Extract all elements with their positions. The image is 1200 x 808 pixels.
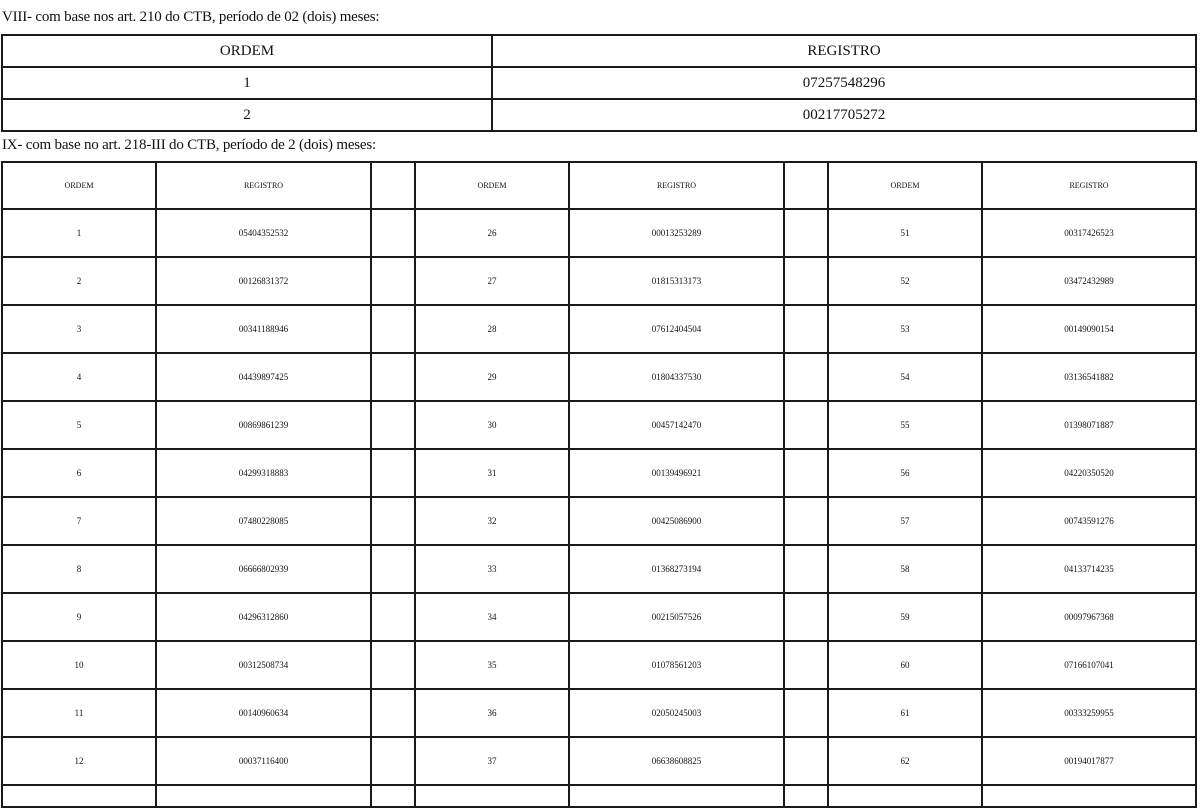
spacer-cell	[371, 353, 415, 401]
registro-cell: 07257548296	[492, 67, 1196, 99]
registro-cell: 04299318883	[156, 449, 371, 497]
ordem-cell: 27	[415, 257, 569, 305]
spacer-cell	[784, 497, 828, 545]
registro-cell: 04220350520	[982, 449, 1196, 497]
registro-cell: 00194017877	[982, 737, 1196, 785]
ordem-cell: 28	[415, 305, 569, 353]
ordem-cell: 51	[828, 209, 982, 257]
ordem-cell: 35	[415, 641, 569, 689]
ordem-cell: 3	[2, 305, 156, 353]
ordem-cell: 8	[2, 545, 156, 593]
ordem-cell: 4	[2, 353, 156, 401]
ordem-cell: 7	[2, 497, 156, 545]
registro-cell: 03472432989	[982, 257, 1196, 305]
table-row	[2, 401, 1196, 449]
registro-cell: 06638608825	[569, 737, 784, 785]
registro-cell: 04296312860	[156, 593, 371, 641]
registro-cell: 00149090154	[982, 305, 1196, 353]
spacer-cell	[371, 401, 415, 449]
table-row	[2, 353, 1196, 401]
empty-cell	[2, 785, 156, 807]
table-row	[2, 689, 1196, 737]
spacer-cell	[784, 545, 828, 593]
registro-cell: 00425086900	[569, 497, 784, 545]
registro-cell: 01368273194	[569, 545, 784, 593]
spacer-cell	[784, 162, 828, 209]
ordem-cell: 56	[828, 449, 982, 497]
table-row	[2, 545, 1196, 593]
empty-cell	[982, 785, 1196, 807]
table-row	[2, 99, 1196, 131]
column-header-registro: REGISTRO	[492, 35, 1196, 67]
empty-cell	[569, 785, 784, 807]
registro-cell: 02050245003	[569, 689, 784, 737]
registro-cell: 04133714235	[982, 545, 1196, 593]
registro-cell: 00013253289	[569, 209, 784, 257]
registro-cell: 00037116400	[156, 737, 371, 785]
ordem-cell: 34	[415, 593, 569, 641]
table-header-row	[2, 162, 1196, 209]
column-header-ordem: ORDEM	[828, 162, 982, 209]
ordem-cell: 37	[415, 737, 569, 785]
column-header-registro: REGISTRO	[156, 162, 371, 209]
spacer-cell	[371, 209, 415, 257]
table-row	[2, 497, 1196, 545]
registro-cell: 07480228085	[156, 497, 371, 545]
ordem-cell: 55	[828, 401, 982, 449]
ordem-cell: 2	[2, 99, 492, 131]
spacer-cell	[784, 641, 828, 689]
section-viii-heading: VIII- com base nos art. 210 do CTB, período de 02 (dois) meses:	[2, 9, 380, 25]
spacer-cell	[784, 737, 828, 785]
ordem-cell: 61	[828, 689, 982, 737]
column-header-ordem: ORDEM	[2, 162, 156, 209]
spacer-cell	[371, 689, 415, 737]
empty-cell	[371, 785, 415, 807]
registro-cell: 04439897425	[156, 353, 371, 401]
table-header-row	[2, 35, 1196, 67]
ordem-cell: 57	[828, 497, 982, 545]
registro-cell: 01078561203	[569, 641, 784, 689]
registro-cell: 05404352532	[156, 209, 371, 257]
table-row	[2, 257, 1196, 305]
registro-cell: 01804337530	[569, 353, 784, 401]
spacer-cell	[784, 401, 828, 449]
table-row	[2, 209, 1196, 257]
registro-cell: 01398071887	[982, 401, 1196, 449]
ordem-cell: 5	[2, 401, 156, 449]
registro-cell: 00869861239	[156, 401, 371, 449]
registro-cell: 00126831372	[156, 257, 371, 305]
table-row	[2, 67, 1196, 99]
registro-cell: 06666802939	[156, 545, 371, 593]
ordem-cell: 32	[415, 497, 569, 545]
registro-cell: 00139496921	[569, 449, 784, 497]
registro-cell: 00333259955	[982, 689, 1196, 737]
table-row	[2, 305, 1196, 353]
ordem-cell: 29	[415, 353, 569, 401]
registro-cell: 00097967368	[982, 593, 1196, 641]
ordem-cell: 60	[828, 641, 982, 689]
spacer-cell	[784, 257, 828, 305]
registro-cell: 00743591276	[982, 497, 1196, 545]
empty-cell	[784, 785, 828, 807]
spacer-cell	[371, 545, 415, 593]
ordem-cell: 1	[2, 67, 492, 99]
table-row	[2, 593, 1196, 641]
ordem-cell: 1	[2, 209, 156, 257]
ordem-cell: 53	[828, 305, 982, 353]
ordem-cell: 26	[415, 209, 569, 257]
ordem-cell: 33	[415, 545, 569, 593]
registro-cell: 00317426523	[982, 209, 1196, 257]
ordem-cell: 59	[828, 593, 982, 641]
ordem-cell: 62	[828, 737, 982, 785]
table-row	[2, 737, 1196, 785]
ordem-cell: 6	[2, 449, 156, 497]
spacer-cell	[371, 162, 415, 209]
section-ix-heading: IX- com base no art. 218-III do CTB, período de 2 (dois) meses:	[2, 137, 376, 153]
table-row	[2, 641, 1196, 689]
section-viii-table	[1, 34, 1197, 132]
ordem-cell: 54	[828, 353, 982, 401]
ordem-cell: 9	[2, 593, 156, 641]
spacer-cell	[371, 641, 415, 689]
registro-cell: 00215057526	[569, 593, 784, 641]
spacer-cell	[784, 353, 828, 401]
registro-cell: 03136541882	[982, 353, 1196, 401]
registro-cell: 07612404504	[569, 305, 784, 353]
empty-cell	[828, 785, 982, 807]
spacer-cell	[784, 689, 828, 737]
spacer-cell	[371, 593, 415, 641]
ordem-cell: 2	[2, 257, 156, 305]
spacer-cell	[371, 449, 415, 497]
table-row-cut-off	[2, 785, 1196, 807]
column-header-registro: REGISTRO	[569, 162, 784, 209]
spacer-cell	[784, 449, 828, 497]
spacer-cell	[784, 209, 828, 257]
spacer-cell	[784, 305, 828, 353]
registro-cell: 00217705272	[492, 99, 1196, 131]
registro-cell: 01815313173	[569, 257, 784, 305]
table-row	[2, 449, 1196, 497]
empty-cell	[415, 785, 569, 807]
column-header-registro: REGISTRO	[982, 162, 1196, 209]
empty-cell	[156, 785, 371, 807]
registro-cell: 00457142470	[569, 401, 784, 449]
spacer-cell	[371, 497, 415, 545]
spacer-cell	[371, 257, 415, 305]
ordem-cell: 31	[415, 449, 569, 497]
registro-cell: 00312508734	[156, 641, 371, 689]
column-header-ordem: ORDEM	[2, 35, 492, 67]
ordem-cell: 52	[828, 257, 982, 305]
registro-cell: 00140960634	[156, 689, 371, 737]
spacer-cell	[371, 737, 415, 785]
ordem-cell: 30	[415, 401, 569, 449]
ordem-cell: 12	[2, 737, 156, 785]
spacer-cell	[784, 593, 828, 641]
ordem-cell: 10	[2, 641, 156, 689]
column-header-ordem: ORDEM	[415, 162, 569, 209]
section-ix-table	[1, 161, 1197, 808]
ordem-cell: 36	[415, 689, 569, 737]
spacer-cell	[371, 305, 415, 353]
registro-cell: 07166107041	[982, 641, 1196, 689]
ordem-cell: 11	[2, 689, 156, 737]
registro-cell: 00341188946	[156, 305, 371, 353]
ordem-cell: 58	[828, 545, 982, 593]
